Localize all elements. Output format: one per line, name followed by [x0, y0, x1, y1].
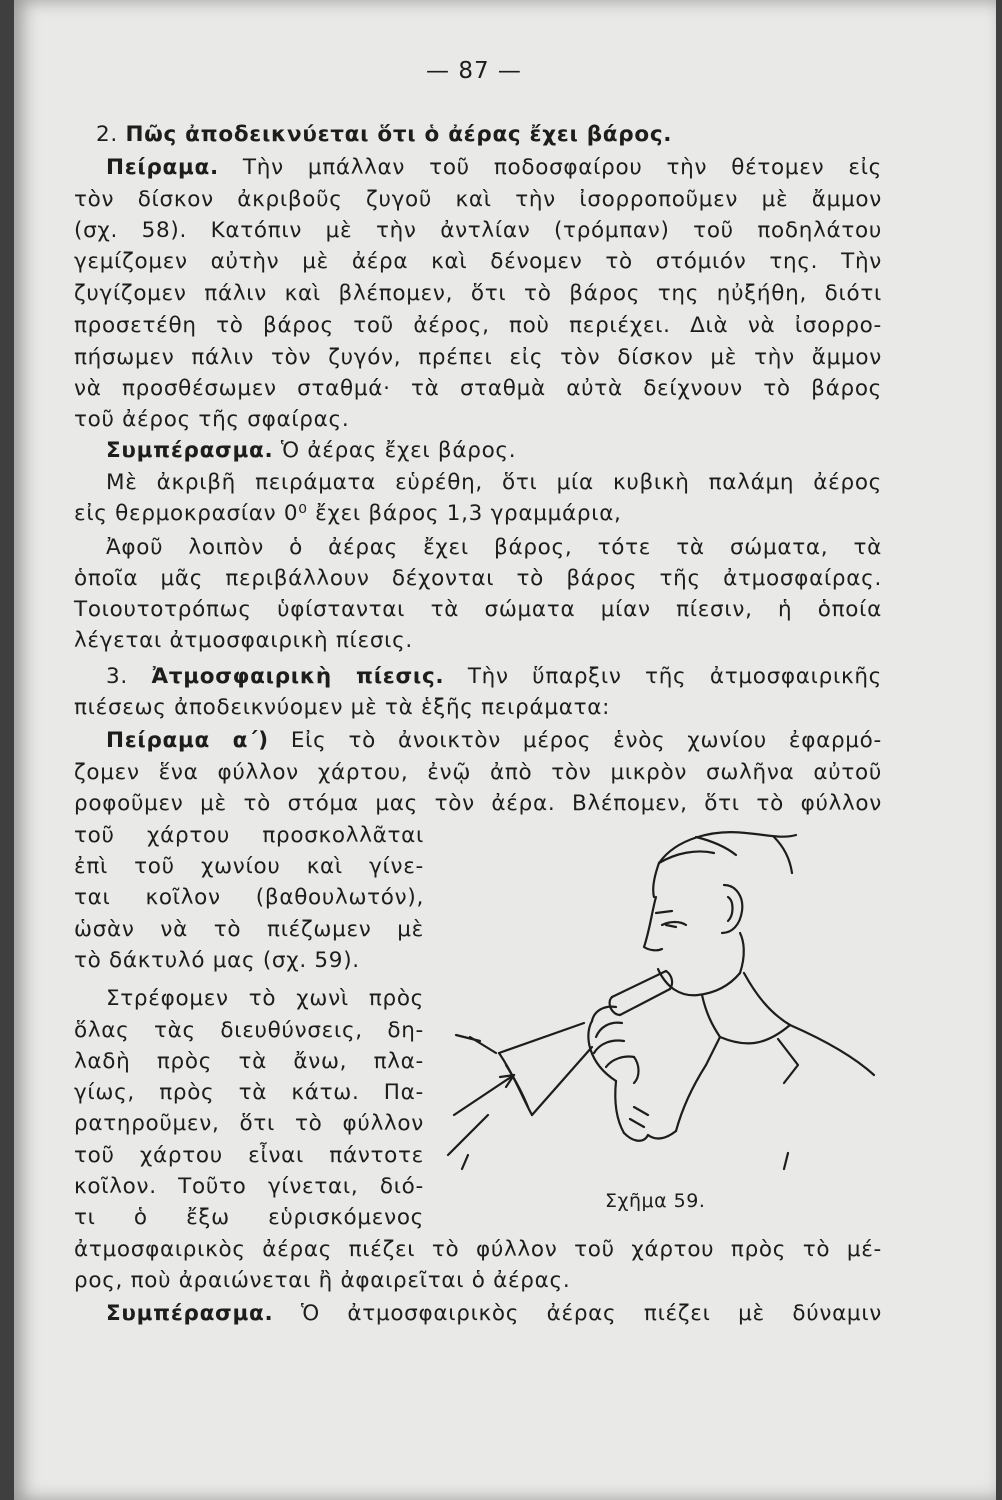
text-line: (σχ. 58). Κατόπιν μὲ τὴν ἀντλίαν (τρόμπαν) τοῦ ποδηλάτου	[74, 218, 882, 243]
conclusion-text: Ὁ ἀτμοσφαιρικὸς ἀέρας πιέζει μὲ δύναμιν	[300, 1301, 882, 1326]
boy-blowing-funnel-illustration	[444, 825, 904, 1175]
section2-conclusion	[106, 438, 516, 463]
section3-experiment-line-1	[106, 728, 882, 753]
text-line: Ἀφοῦ λοιπὸν ὁ ἀέρας ἔχει βάρος, τότε τὰ σώματα, τὰ	[106, 535, 882, 560]
text-line: ὁποῖα μᾶς περιβάλλουν δέχονται τὸ βάρος τῆς ἀτμοσφαίρας.	[74, 566, 882, 591]
text-line: ὅλας τὰς διευθύνσεις, δη-	[74, 1018, 424, 1043]
conclusion-text: Ὁ ἀέρας ἔχει βάρος.	[280, 438, 517, 463]
text-line: ται κοῖλον (βαθουλωτόν),	[74, 885, 424, 910]
text-line: τοῦ χάρτου εἶναι πάντοτε	[74, 1143, 424, 1168]
text-line: ἀτμοσφαιρικὸς ἀέρας πιέζει τὸ φύλλον τοῦ χάρτου πρὸς τὸ μέ-	[74, 1237, 882, 1262]
text-line: τι ὁ ἔξω εὑρισκόμενος	[74, 1205, 424, 1230]
text-line: πήσωμεν πάλιν τὸν ζυγόν, πρέπει εἰς τὸν δίσκον μὲ τὴν ἄμμον	[74, 345, 882, 370]
figure-caption: Σχῆμα 59.	[605, 1190, 706, 1212]
experiment-label: Πείραμα α΄)	[106, 728, 269, 753]
experiment-label: Πείραμα.	[106, 155, 219, 180]
text-line: κοῖλον. Τοῦτο γίνεται, διό-	[74, 1174, 424, 1199]
text-span: Τὴν ὕπαρξιν τῆς ἀτμοσφαιρικῆς	[467, 664, 882, 689]
section2-heading	[96, 122, 672, 147]
text-line: ζυγίζομεν πάλιν καὶ βλέπομεν, ὅτι τὸ βάρος της ηὐξήθη, διότι	[74, 281, 882, 306]
conclusion-label: Συμπέρασμα.	[106, 438, 274, 463]
text-line: τοῦ χάρτου προσκολλᾶται	[74, 823, 424, 848]
text-line: ρατηροῦμεν, ὅτι τὸ φύλλον	[74, 1111, 424, 1136]
text-line: Μὲ ἀκριβῆ πειράματα εὑρέθη, ὅτι μία κυβικὴ παλάμη ἀέρος	[106, 470, 882, 495]
section2-experiment-line-1	[106, 155, 882, 180]
text-line: Στρέφομεν τὸ χωνὶ πρὸς	[106, 986, 424, 1011]
book-page	[14, 0, 996, 1500]
section2-title: Πῶς ἀποδεικνύεται ὅτι ὁ ἀέρας ἔχει βάρος.	[125, 122, 673, 147]
conclusion-label: Συμπέρασμα.	[106, 1301, 274, 1326]
section3-title: Ἀτμοσφαιρικὴ πίεσις.	[151, 664, 445, 689]
text-line: ἐπὶ τοῦ χωνίου καὶ γίνε-	[74, 854, 424, 879]
page-text	[14, 0, 996, 1500]
text-line: ὡσὰν νὰ τὸ πιέζωμεν μὲ	[74, 917, 424, 942]
text-line: λαδὴ πρὸς τὰ ἄνω, πλα-	[74, 1049, 424, 1074]
text-line: ροφοῦμεν μὲ τὸ στόμα μας τὸν ἀέρα. Βλέπομεν, ὅτι τὸ φύλλον	[74, 791, 882, 816]
text-line: γίως, πρὸς τὰ κάτω. Πα-	[74, 1080, 424, 1105]
page-number: — 87 —	[426, 58, 522, 84]
text-line: τὸ δάκτυλό μας (σχ. 59).	[74, 948, 360, 973]
text-line: ρος, ποὺ ἀραιώνεται ἢ ἀφαιρεῖται ὁ ἀέρας.	[74, 1268, 571, 1293]
text-line: προσετέθη τὸ βάρος τοῦ ἀέρος, ποὺ περιέχει. Διὰ νὰ ἰσορρο-	[74, 313, 882, 338]
section2-number: 2.	[96, 122, 118, 147]
text-line: νὰ προσθέσωμεν σταθμά· τὰ σταθμὰ αὐτὰ δείχνουν τὸ βάρος	[74, 376, 882, 401]
text-line: γεμίζομεν αὐτὴν μὲ ἀέρα καὶ δένομεν τὸ στόμιόν της. Τὴν	[74, 249, 882, 274]
section3-heading	[106, 664, 882, 689]
text-line: Τοιουτοτρόπως ὑφίστανται τὰ σώματα μίαν πίεσιν, ἡ ὁποία	[74, 597, 882, 622]
text-line: πιέσεως ἀποδεικνύομεν μὲ τὰ ἑξῆς πειράματα:	[74, 695, 611, 720]
section3-conclusion	[106, 1301, 882, 1326]
text-line: ζομεν ἕνα φύλλον χάρτου, ἐνῷ ἀπὸ τὸν μικρὸν σωλῆνα αὐτοῦ	[74, 760, 882, 785]
text-line: λέγεται ἀτμοσφαιρικὴ πίεσις.	[74, 628, 413, 653]
text-line: τοῦ ἀέρος τῆς σφαίρας.	[74, 407, 350, 432]
text-line: τὸν δίσκον ἀκριβοῦς ζυγοῦ καὶ τὴν ἰσορροποῦμεν μὲ ἄμμον	[74, 187, 882, 212]
section3-number: 3.	[106, 664, 128, 689]
text-span: Τὴν μπάλλαν τοῦ ποδοσφαίρου τὴν θέτομεν εἰς	[242, 155, 882, 180]
text-line: εἰς θερμοκρασίαν 0⁰ ἔχει βάρος 1,3 γραμμάρια,	[74, 501, 622, 526]
text-span: Εἰς τὸ ἀνοικτὸν μέρος ἑνὸς χωνίου ἐφαρμό-	[290, 728, 882, 753]
